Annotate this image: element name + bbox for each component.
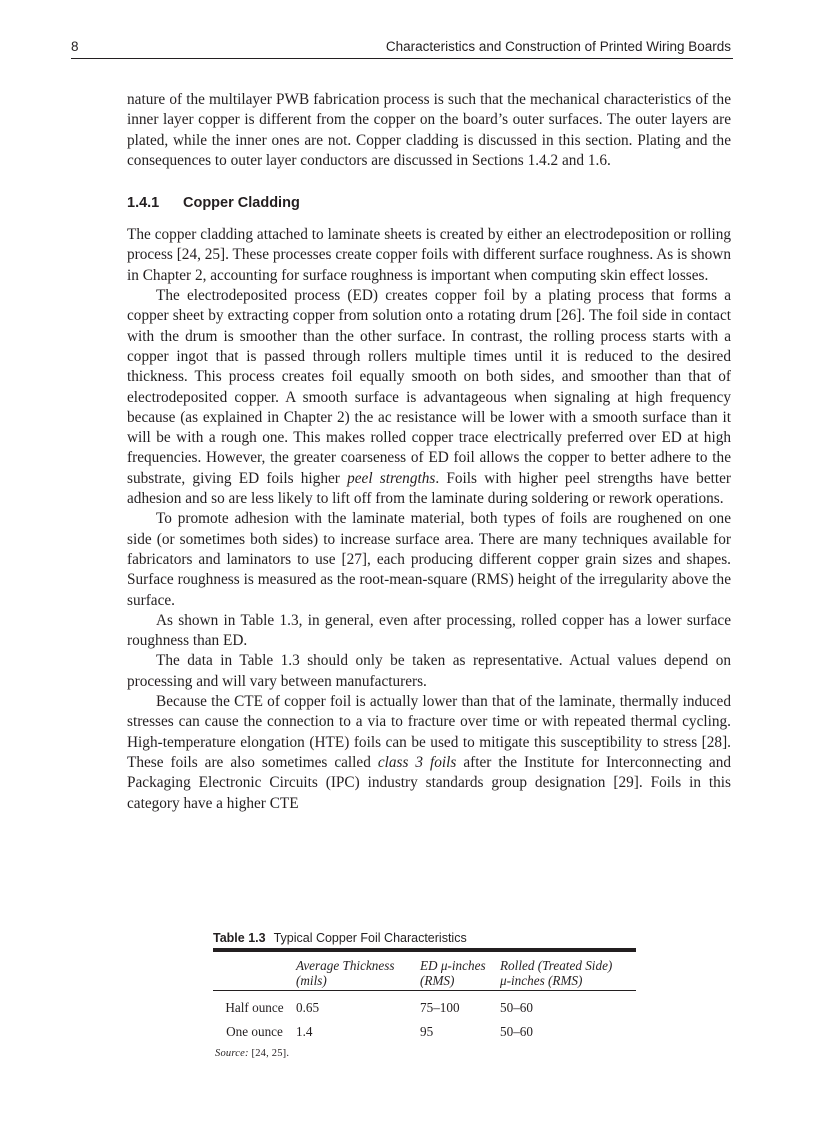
table-header-thickness: Average Thickness (mils)	[296, 952, 420, 991]
table-1-3	[213, 931, 636, 1059]
main-text	[127, 90, 731, 814]
table-header-row	[213, 952, 636, 991]
paragraph-2-text-b: . Foils with higher peel strengths have better adhesion and so are less likely to lift off from the laminate during soldering or rework operations.	[127, 469, 732, 508]
section-number: 1.4.1	[127, 195, 160, 212]
row-name-cell: Half ounce	[225, 1000, 284, 1015]
thickness-cell: 1.4	[296, 1024, 313, 1039]
ed-cell: 95	[420, 1024, 434, 1039]
table-label: Table 1.3	[213, 931, 266, 945]
page-number: 8	[71, 39, 79, 54]
section-heading	[127, 194, 731, 212]
paragraph-6-text-a: Because the CTE of copper foil is actually lower than that of the laminate, thermally induced stresses can cause the connection to a via to fracture over time or with repeated thermal cycling. High-temperature elongation (HTE) foils can be used to mitigate this susceptibility to stress [28]. These foils are also sometimes called	[127, 693, 731, 771]
copper-foil-table	[213, 948, 636, 1039]
table-header-rolled: Rolled (Treated Side) μ-inches (RMS)	[500, 952, 636, 991]
table-source	[213, 1048, 636, 1059]
table-header-ed: ED μ-inches (RMS)	[420, 952, 500, 991]
paragraph-2-emphasis: peel strengths	[347, 469, 436, 487]
paragraph-2	[127, 286, 731, 509]
section-title: Copper Cladding	[183, 195, 300, 212]
running-header	[71, 38, 733, 59]
table-header-blank	[213, 952, 296, 991]
ed-cell: 75–100	[420, 1000, 460, 1015]
paragraph-2-text-a: The electrodeposited process (ED) creates copper foil by a plating process that forms a copper sheet by extracting copper from solution onto a rotating drum [26]. The foil side in contact with the drum is smoother than the other surface. In contrast, the rolling process starts with a copper ingot that is passed through rollers multiple times until it is reduced to the desired thickness. This process creates foil equally smooth on both sides, and smoother than that of electrodeposited copper. A smooth surface is advantageous when signaling at high frequency because (as explained in Chapter 2) the ac resistance will be lower with a smooth surface than it will be with a rough one. This makes rolled copper trace electrically preferred over ED at high frequencies. However, the greater coarseness of ED foil allows the copper to better adhere to the substrate, giving ED foils higher	[127, 287, 731, 487]
source-refs: [24, 25].	[251, 1048, 290, 1059]
paragraph-6-text-b: after the Institute for Interconnecting and Packaging Electronic Circuits (IPC) industry standards group designation [29]. Foils in this category have a higher CTE	[127, 753, 731, 812]
intro-paragraph: nature of the multilayer PWB fabrication process is such that the mechanical characteristics of the inner layer copper is different from the copper on the board’s outer surfaces. The outer layers are plated, while the inner ones are not. Copper cladding is discussed in this section. Plating and the consequences to outer layer conductors are discussed in Sections 1.4.2 and 1.6.	[127, 91, 731, 169]
table-row	[213, 991, 636, 1016]
table-row	[213, 1015, 636, 1039]
table-caption	[213, 931, 636, 948]
running-title: Characteristics and Construction of Printed Wiring Boards	[385, 39, 731, 54]
rolled-cell: 50–60	[500, 1000, 533, 1015]
thickness-cell: 0.65	[296, 1000, 320, 1015]
table-caption-text: Typical Copper Foil Characteristics	[273, 931, 467, 945]
paragraph-6	[127, 692, 731, 814]
row-name-cell: One ounce	[226, 1024, 283, 1039]
source-label: Source:	[215, 1048, 249, 1059]
paragraph-5: The data in Table 1.3 should only be taken as representative. Actual values depend on processing and will vary between manufacturers.	[127, 652, 731, 690]
rolled-cell: 50–60	[500, 1024, 533, 1039]
paragraph-6-emphasis: class 3 foils	[377, 753, 457, 771]
paragraph-3: To promote adhesion with the laminate material, both types of foils are roughened on one side (or sometimes both sides) to increase surface area. There are many techniques available for fabricators and laminators to use [27], each producing different copper grain sizes and shapes. Surface roughness is measured as the root-mean-square (RMS) height of the irregularity above the surface.	[127, 510, 731, 609]
paragraph-1: The copper cladding attached to laminate sheets is created by either an electrodeposition or rolling process [24, 25]. These processes create copper foils with different surface roughness. As is shown in Chapter 2, accounting for surface roughness is important when computing skin effect losses.	[127, 226, 731, 284]
paragraph-4: As shown in Table 1.3, in general, even after processing, rolled copper has a lower surface roughness than ED.	[127, 611, 731, 650]
